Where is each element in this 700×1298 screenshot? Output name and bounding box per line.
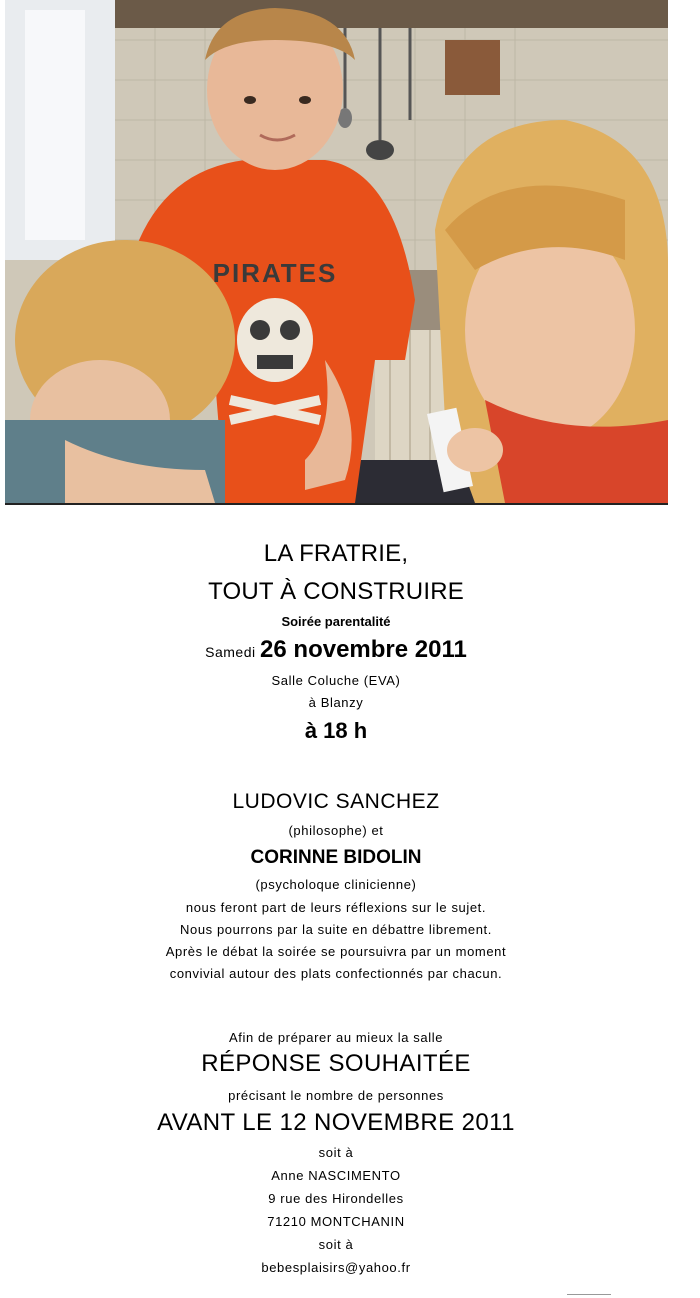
speaker2-name: CORINNE BIDOLIN [250, 847, 422, 868]
rsvp-soit-1: soit à [318, 1145, 354, 1160]
children-photo-illustration [5, 0, 668, 503]
event-date-prefix: Samedi [205, 644, 256, 660]
description-line3: Après le débat la soirée se poursuivra par un moment [165, 944, 507, 959]
description-line1: nous feront part de leurs réflexions sur le sujet. [185, 900, 487, 915]
event-date: 26 novembre 2011 [260, 636, 467, 663]
contact-address-line1: 9 rue des Hirondelles [268, 1191, 404, 1206]
event-title-line1: LA FRATRIE, [263, 540, 409, 567]
rsvp-deadline: AVANT LE 12 NOVEMBRE 2011 [157, 1109, 515, 1136]
contact-email[interactable]: bebesplaisirs@yahoo.fr [261, 1260, 411, 1275]
event-time: à 18 h [304, 718, 368, 743]
description-line2: Nous pourrons par la suite en débattre librement. [180, 922, 492, 937]
event-subtitle: Soirée parentalité [281, 614, 391, 629]
event-photo [5, 0, 668, 505]
speaker1-name: LUDOVIC SANCHEZ [232, 790, 440, 813]
description-line4: convivial autour des plats confectionnés par chacun. [169, 966, 503, 981]
page-divider [567, 1294, 611, 1295]
event-town: à Blanzy [308, 695, 364, 710]
rsvp-intro: Afin de préparer au mieux la salle [228, 1030, 444, 1045]
event-title-line2: TOUT À CONSTRUIRE [208, 578, 464, 605]
rsvp-heading: RÉPONSE SOUHAITÉE [201, 1050, 471, 1077]
speaker2-role: (psycholoque clinicienne) [255, 877, 417, 892]
rsvp-detail: précisant le nombre de personnes [228, 1088, 444, 1103]
event-venue: Salle Coluche (EVA) [271, 673, 401, 688]
contact-name: Anne NASCIMENTO [271, 1168, 401, 1183]
svg-text:PIRATES: PIRATES [212, 258, 338, 288]
event-date-line [0, 636, 672, 664]
speaker1-role: (philosophe) et [288, 823, 384, 838]
rsvp-soit-2: soit à [318, 1237, 354, 1252]
contact-address-line2: 71210 MONTCHANIN [267, 1214, 405, 1229]
